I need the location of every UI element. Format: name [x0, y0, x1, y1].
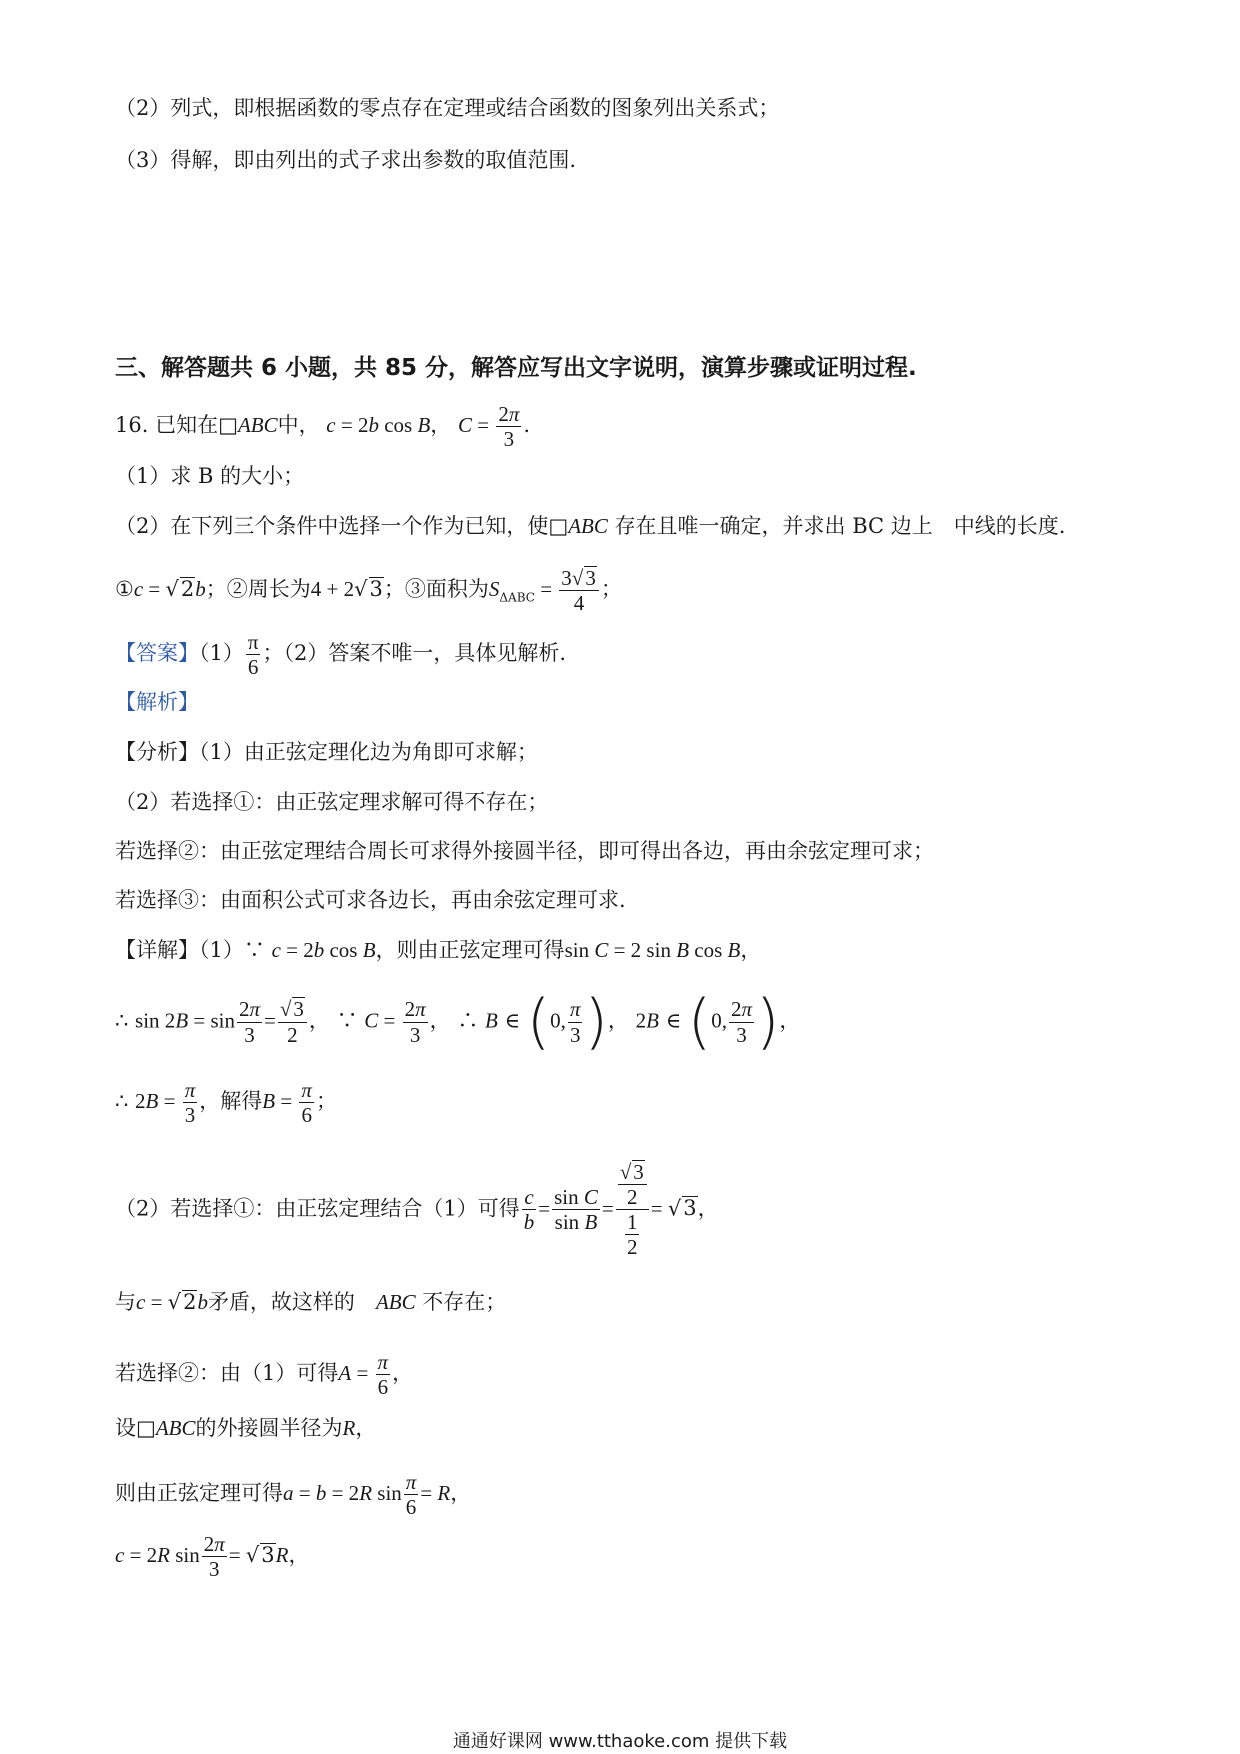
- footer: 通通好课网 www.tthaoke.com 提供下载: [452, 1731, 788, 1752]
- analysis-tag: 【解析】: [115, 690, 199, 714]
- detail-line-3: ∴ 2B = $\frac{\pi}{3}$ ，解得B = $\frac{\pi}{6}$ ；: [115, 1078, 337, 1128]
- intro-step2: （2）列式，即根据函数的零点存在定理或结合函数的图象列出关系式；: [115, 96, 780, 120]
- conditions: ①c = √2b；②周长为4 + 2√3；③面积为$S_{\Delta ABC}$ = $\frac{3√3}{4}$ ；: [115, 566, 622, 616]
- question-2: （2）在下列三个条件中选择一个作为已知，使□ABC 存在且唯一确定，并求出 BC 边上 中线的长度.: [115, 514, 1066, 538]
- section-title: 三、解答题共 6 小题，共 85 分，解答应写出文字说明，演算步骤或证明过程.: [115, 355, 917, 381]
- analysis-line-2: （2）若选择①：由正弦定理求解可得不存在；: [115, 790, 549, 814]
- analysis-line-3: 若选择②：由正弦定理结合周长可求得外接圆半径，即可得出各边，再由余弦定理可求；: [115, 839, 934, 863]
- answer: 【答案】（1） $\frac{\pi}{6}$ ；（2）答案不唯一，具体见解析.: [115, 630, 567, 680]
- detail-line-1: 【详解】（1）∵ c = 2b cos B，则由正弦定理可得sin C = 2 sin B cos B，: [115, 938, 762, 962]
- detail-line-9: c = 2R sin $\frac{2\pi}{3}$ = √3R，: [115, 1532, 310, 1582]
- analysis-line-1: 【分析】（1）由正弦定理化边为角即可求解；: [115, 740, 538, 764]
- question-1: （1）求 B 的大小；: [115, 464, 305, 488]
- detail-line-5: 与c = √2b矛盾，故这样的 ABC 不存在；: [115, 1290, 507, 1314]
- problem-statement: 16. 已知在□ABC中， c = 2b cos B， C = $\frac{2\pi}{3}$ .: [115, 402, 531, 452]
- answer-tag: 【答案】: [115, 641, 199, 666]
- detail-line-7: 设□ABC的外接圆半径为R，: [115, 1416, 377, 1440]
- intro-step3: （3）得解，即由列出的式子求出参数的取值范围.: [115, 148, 577, 172]
- detail-line-8: 则由正弦定理可得a = b = 2R sin $\frac{\pi}{6}$ = R，: [115, 1470, 472, 1520]
- analysis-line-4: 若选择③：由面积公式可求各边长，再由余弦定理可求.: [115, 888, 626, 912]
- detail-line-6: 若选择②：由（1）可得A = $\frac{\pi}{6}$ ，: [115, 1350, 414, 1400]
- detail-line-4: （2）若选择①：由正弦定理结合（1）可得 $\frac{c}{b}$ = $\frac{\text{sin C}}{\text{sin B}}$ = $\frac{\frac{√3}{2}}{\frac{1}{2}}$ = √3，: [115, 1160, 719, 1260]
- detail-line-2: ∴ sin 2B = sin $\frac{2\pi}{3}$ = $\frac{√3}{2}$ ， ∵ C = $\frac{2\pi}{3}$ ， ∴ B ∈ (0, $\frac{\pi}{3}$ )， 2B ∈ (0, $\frac{2\pi}{3}$ )，: [115, 987, 801, 1057]
